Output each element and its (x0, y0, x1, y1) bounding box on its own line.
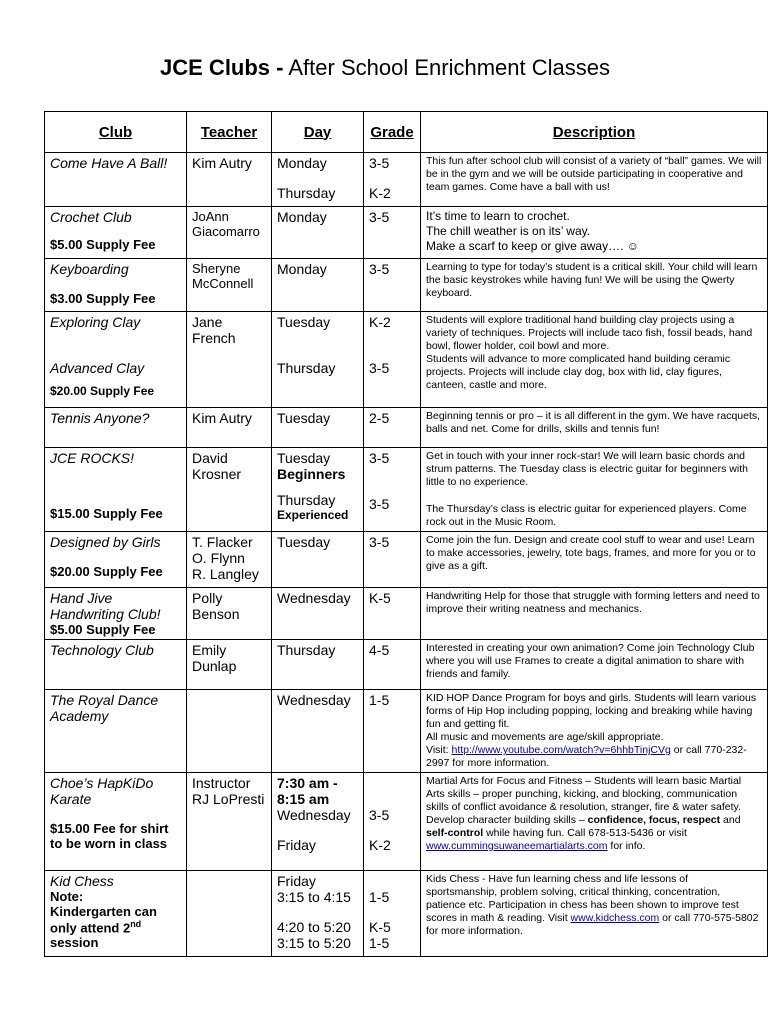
grade-value: K-2 (369, 185, 391, 201)
header-row (45, 112, 768, 153)
description (421, 312, 768, 408)
teacher-name: David Krosner (187, 448, 272, 532)
club-name: Hand Jive Handwriting Club! (50, 590, 161, 622)
grade-value: 2-5 (364, 408, 421, 448)
description-bold: confidence, focus, respect (587, 814, 721, 826)
page-title (0, 55, 770, 81)
kidchess-link[interactable]: www.kidchess.com (570, 912, 660, 924)
martial-arts-link[interactable]: www.cummingsuwaneemartialarts.com (426, 840, 608, 852)
day-value: Thursday (272, 640, 364, 690)
table-row (45, 588, 768, 640)
grade-value: 3-5 (369, 807, 390, 823)
teacher-name: Polly Benson (187, 588, 272, 640)
grade-value: 1-5 (369, 935, 390, 951)
description-text: and (720, 814, 741, 826)
day-value: Thursday (277, 492, 336, 508)
club-name: The Royal Dance Academy (45, 690, 187, 773)
grade-value: 3-5 (369, 360, 390, 376)
day-cell (272, 448, 364, 532)
day-value: Tuesday (277, 450, 331, 466)
teacher-name: Sheryne McConnell (187, 259, 272, 312)
table-row (45, 207, 768, 259)
description (421, 773, 768, 871)
teacher-name: T. Flacker (192, 534, 253, 550)
club-cell (45, 773, 187, 871)
description-tail: or call 770-232-2997 for more information. (426, 744, 747, 769)
teacher-name: Kim Autry (187, 408, 272, 448)
teacher-name: JoAnn Giacomarro (187, 207, 272, 259)
description-text: Students will explore traditional hand building clay projects using a variety of techniques. Projects will include taco fish, fossil beads, hand bowl, flower holder, coil bowl and more. (426, 314, 753, 352)
note-label: Note: (50, 889, 84, 904)
description (421, 690, 768, 773)
day-cell (272, 153, 364, 207)
grade-value: 1-5 (364, 690, 421, 773)
grade-cell (364, 312, 421, 408)
day-value: Monday (272, 259, 364, 312)
club-name: Exploring Clay (50, 314, 141, 330)
grade-value: 1-5 (369, 889, 390, 905)
club-cell (45, 448, 187, 532)
description (421, 207, 768, 259)
description-line: Make a scarf to keep or give away…. ☺ (426, 239, 640, 253)
day-value: Tuesday (272, 408, 364, 448)
teacher-name (187, 871, 272, 957)
table-row (45, 532, 768, 588)
header-day: Day (272, 112, 364, 153)
description-text: Get in touch with your inner rock-star! We will learn basic chords and strum patterns. The Tuesday class is electric guitar for beginners with little to no experience. (426, 450, 748, 488)
day-value: Wednesday (272, 690, 364, 773)
visit-label: Visit: (426, 744, 452, 756)
club-cell (45, 871, 187, 957)
supply-fee: $20.00 Supply Fee (50, 564, 163, 579)
club-name: Technology Club (45, 640, 187, 690)
club-cell (45, 532, 187, 588)
description: Interested in creating your own animation? Come join Technology Club where you will use Frames to create a digital animation to share with friends and family. (421, 640, 768, 690)
teacher-name: Instructor RJ LoPresti (187, 773, 272, 871)
teacher-name: O. Flynn (192, 550, 245, 566)
teacher-cell (187, 532, 272, 588)
club-name: JCE ROCKS! (50, 450, 135, 466)
grade-value: K-2 (369, 314, 391, 330)
description (421, 448, 768, 532)
grade-value: 3-5 (364, 259, 421, 312)
day-value: Tuesday (272, 532, 364, 588)
day-cell (272, 871, 364, 957)
grade-value: 3-5 (364, 532, 421, 588)
teacher-name: Kim Autry (187, 153, 272, 207)
description: This fun after school club will consist of a variety of “ball” games. We will be in the gym and we will be outside participating in cooperative and team games. Come have a ball with us! (421, 153, 768, 207)
time-value: 7:30 am - 8:15 am (277, 775, 338, 807)
club-cell (45, 312, 187, 408)
table-row (45, 773, 768, 871)
club-name: Choe’s HapKiDo Karate (50, 775, 154, 807)
description: Handwriting Help for those that struggle with forming letters and need to improve their writing neatness and mechanics. (421, 588, 768, 640)
table-row (45, 448, 768, 532)
day-value: Monday (272, 207, 364, 259)
grade-value: K-5 (364, 588, 421, 640)
club-cell (45, 207, 187, 259)
time-value: 3:15 to 5:20 (277, 935, 351, 951)
day-cell (272, 773, 364, 871)
club-name: Advanced Clay (50, 360, 145, 376)
day-value: Friday (277, 873, 316, 889)
header-club: Club (45, 112, 187, 153)
description-text: KID HOP Dance Program for boys and girls. Students will learn various forms of Hip Hop including popping, locking and breaking while having fun and getting fit. (426, 692, 757, 730)
description-text: Martial Arts for Focus and Fitness – Students will learn basic Martial Arts skills – proper punching, kicking, and blocking, communication skills of conflict avoidance & resolution, stranger, fire & water safety. Develop character building skills – (426, 775, 742, 826)
club-name: Designed by Girls (50, 534, 161, 550)
club-name: Kid Chess (50, 873, 114, 889)
time-value: 4:20 to 5:20 (277, 919, 351, 935)
grade-value: 3-5 (369, 450, 390, 466)
table-row (45, 690, 768, 773)
clubs-table (44, 111, 768, 957)
day-value: Wednesday (272, 588, 364, 640)
supply-fee: $5.00 Supply Fee (50, 622, 156, 637)
teacher-name: Jane French (187, 312, 272, 408)
note-sup: nd (130, 919, 142, 929)
note-line: session (50, 935, 99, 951)
table-row (45, 259, 768, 312)
description-bold: self-control (426, 827, 484, 839)
description: Come join the fun. Design and create cool stuff to wear and use! Learn to make accessories, jewelry, tote bags, frames, and more for you or to give as a gift. (421, 532, 768, 588)
time-value: 3:15 to 4:15 (277, 889, 351, 905)
day-cell (272, 312, 364, 408)
table-row (45, 153, 768, 207)
title-rest: After School Enrichment Classes (283, 55, 610, 80)
supply-fee: $20.00 Supply Fee (50, 384, 155, 398)
youtube-link[interactable]: http://www.youtube.com/watch?v=6hhbTinjCVg (451, 744, 671, 756)
grade-value: K-5 (369, 919, 391, 935)
description (421, 871, 768, 957)
club-name: Keyboarding (50, 261, 129, 277)
supply-fee: $3.00 Supply Fee (50, 291, 156, 306)
grade-value: K-2 (369, 837, 391, 853)
description-line: The chill weather is on its’ way. (426, 224, 591, 238)
club-cell (45, 259, 187, 312)
supply-fee: $15.00 Supply Fee (50, 506, 163, 521)
description: Beginning tennis or pro – it is all different in the gym. We have racquets, balls and net. Come for drills, skills and tennis fun! (421, 408, 768, 448)
grade-value: 4-5 (364, 640, 421, 690)
description-text: The Thursday’s class is electric guitar for experienced players. Come rock out in the Music Room. (426, 503, 747, 528)
day-value: Wednesday (277, 807, 351, 823)
description-text: Kids Chess - Have fun learning chess and life lessons of sportsmanship, problem solving, critical thinking, concentration, patience etc. Participation in chess has been shown to improve test scores in math & reading. Visit (426, 873, 739, 924)
title-bold: JCE Clubs - (160, 55, 284, 80)
grade-cell (364, 448, 421, 532)
day-value: Thursday (277, 185, 336, 201)
supply-fee: $15.00 Fee for shirt to be worn in class (50, 821, 169, 851)
description-text: or call 770-575-5802 for more information. (426, 912, 759, 937)
description-text: Students will advance to more complicated hand building ceramic projects. Projects will include clay dog, box with lid, clay figures, canteen, castle and more. (426, 353, 731, 391)
club-name: Come Have A Ball! (45, 153, 187, 207)
grade-value: 3-5 (369, 496, 390, 512)
day-value: Tuesday (277, 314, 331, 330)
day-level: Beginners (277, 466, 346, 482)
description-line: It’s time to learn to crochet. (426, 209, 570, 223)
description-text: All music and movements are age/skill appropriate. (426, 731, 664, 743)
description: Learning to type for today’s student is a critical skill. Your child will learn the basic keystrokes while having fun! We will be using the Qwerty keyboard. (421, 259, 768, 312)
table-row (45, 408, 768, 448)
description-text (426, 744, 762, 770)
club-name: Tennis Anyone? (45, 408, 187, 448)
grade-cell (364, 153, 421, 207)
day-value: Thursday (277, 360, 336, 376)
grade-value: 3-5 (369, 155, 390, 171)
teacher-name: Emily Dunlap (187, 640, 272, 690)
day-value: Friday (277, 837, 316, 853)
header-description: Description (421, 112, 768, 153)
description-text: for info. (607, 840, 646, 852)
description-text: while having fun. Call 678-513-5436 or visit (483, 827, 687, 839)
day-level: Experienced (277, 508, 349, 522)
teacher-name (187, 690, 272, 773)
note-text (50, 904, 181, 935)
note-line: Kindergarten can only attend 2 (50, 904, 157, 936)
teacher-name: R. Langley (192, 566, 259, 582)
grade-value: 3-5 (364, 207, 421, 259)
grade-cell (364, 773, 421, 871)
header-grade: Grade (364, 112, 421, 153)
supply-fee: $5.00 Supply Fee (50, 237, 156, 252)
club-name: Crochet Club (50, 209, 132, 225)
club-cell (45, 588, 187, 640)
grade-cell (364, 871, 421, 957)
day-value: Monday (277, 155, 327, 171)
table-row (45, 871, 768, 957)
table-row (45, 312, 768, 408)
table-row (45, 640, 768, 690)
header-teacher: Teacher (187, 112, 272, 153)
